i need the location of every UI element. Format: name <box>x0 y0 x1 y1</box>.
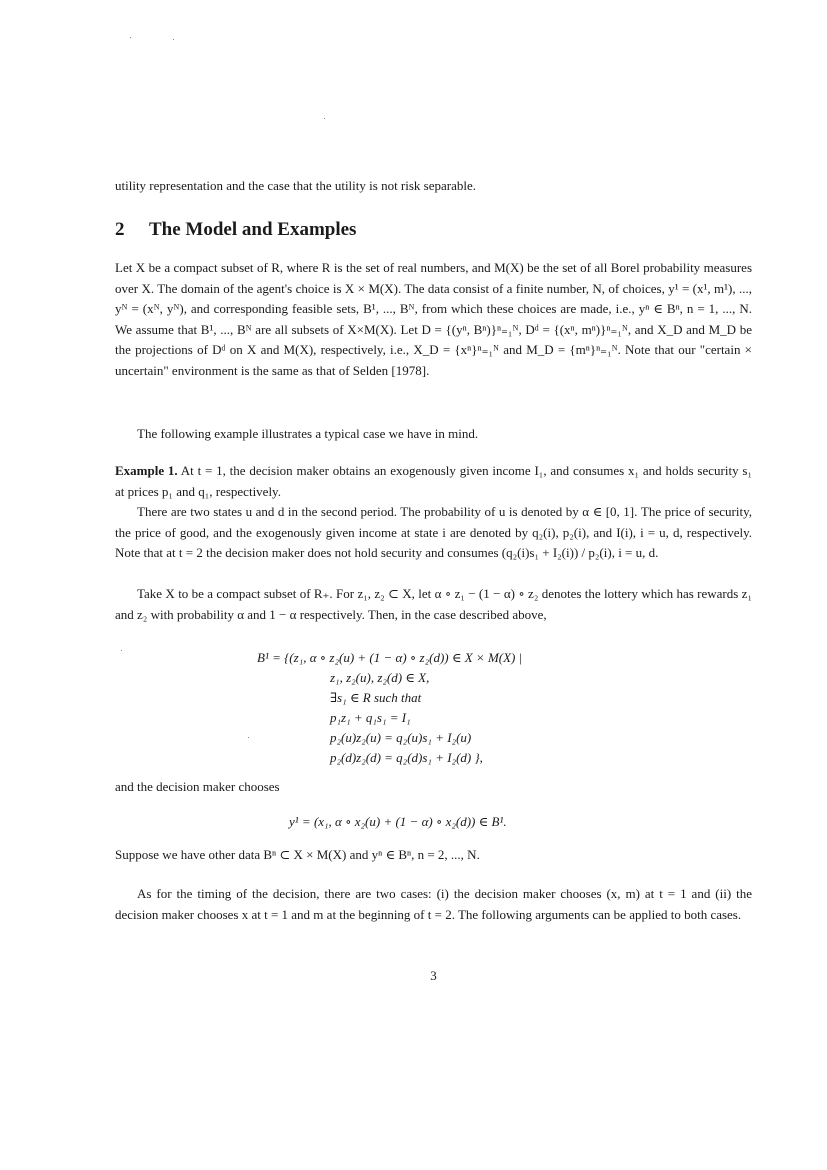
example-text: At t = 1, the decision maker obtains an exogenously given income I₁, and consumes x₁ and holds security s₁ at prices p₁ and q₁, respectively. <box>115 463 752 499</box>
choice-equation: y¹ = (x₁, α ∘ x₂(u) + (1 − α) ∘ x₂(d)) ∈ B¹. <box>289 814 507 829</box>
budget-line-2: ∃s₁ ∈ R such that <box>330 690 422 705</box>
budget-line-1: z₁, z₂(u), z₂(d) ∈ X, <box>330 670 430 685</box>
budget-line-3: p₁z₁ + q₁s₁ = I₁ <box>330 710 411 725</box>
suppose-paragraph: Suppose we have other data Bⁿ ⊂ X × M(X) and yⁿ ∈ Bⁿ, n = 2, ..., N. <box>115 847 480 862</box>
chooses-text: and the decision maker chooses <box>115 779 280 794</box>
example-paragraph <box>115 461 752 502</box>
lottery-paragraph: Take X to be a compact subset of R₊. For z₁, z₂ ⊂ X, let α ∘ z₁ − (1 − α) ∘ z₂ denotes the lottery which has rewards z₁ and z₂ with probability α and 1 − α respectively. Then, in the case described above, <box>115 586 752 622</box>
intro-example-paragraph: The following example illustrates a typical case we have in mind. <box>137 426 479 441</box>
section-title: The Model and Examples <box>149 219 357 240</box>
budget-line-5: p₂(d)z₂(d) = q₂(d)s₁ + I₂(d) }, <box>330 750 483 765</box>
section-number: 2 <box>115 219 125 240</box>
states-paragraph: There are two states u and d in the second period. The probability of u is denoted by α ∈ [0, 1]. The price of security, the price of good, and the exogenously given income at state i are denoted by q₂(i), p₂(i), and I(i), i = u, d, respectively. Note that at t = 2 the decision maker does not hold security and consumes (q₂(i)s₁ + I₂(i)) / p₂(i), i = u, d. <box>115 504 752 560</box>
continuation-text: utility representation and the case that the utility is not risk separable. <box>115 178 477 193</box>
model-paragraph: Let X be a compact subset of R, where R is the set of real numbers, and M(X) be the set of all Borel probability measures over X. The domain of the agent's choice is X × M(X). The data consist of a finite number, N, of choices, y¹ = (x¹, m¹), ..., yᴺ = (xᴺ, yᴺ), and corresponding feasible sets, B¹, ..., Bᴺ, from which these choices are made, i.e., yⁿ ∈ Bⁿ, n = 1, ..., N. We assume that B¹, ..., Bᴺ are all subsets of X×M(X). Let D = {(yⁿ, Bⁿ)}ⁿ₌₁ᴺ, Dᵈ = {(xⁿ, mⁿ)}ⁿ₌₁ᴺ, and X_D and M_D be the projections of Dᵈ on X and M(X), respectively, i.e., X_D = {xⁿ}ⁿ₌₁ᴺ and M_D = {mⁿ}ⁿ₌₁ᴺ. Note that our "certain × uncertain" environment is the same as that of Selden [1978]. <box>115 260 752 378</box>
page-number: 3 <box>430 968 437 983</box>
section-heading <box>115 219 356 241</box>
example-label: Example 1. <box>115 463 178 478</box>
budget-line-4: p₂(u)z₂(u) = q₂(u)s₁ + I₂(u) <box>330 730 472 745</box>
paper-page <box>115 0 752 1170</box>
budget-set-head: B¹ = {(z₁, α ∘ z₂(u) + (1 − α) ∘ z₂(d)) ∈ X × M(X) | <box>257 650 523 665</box>
timing-paragraph: As for the timing of the decision, there are two cases: (i) the decision maker chooses (x, m) at t = 1 and (ii) the decision maker chooses x at t = 1 and m at the beginning of t = 2. The following arguments can be applied to both cases. <box>115 886 752 922</box>
